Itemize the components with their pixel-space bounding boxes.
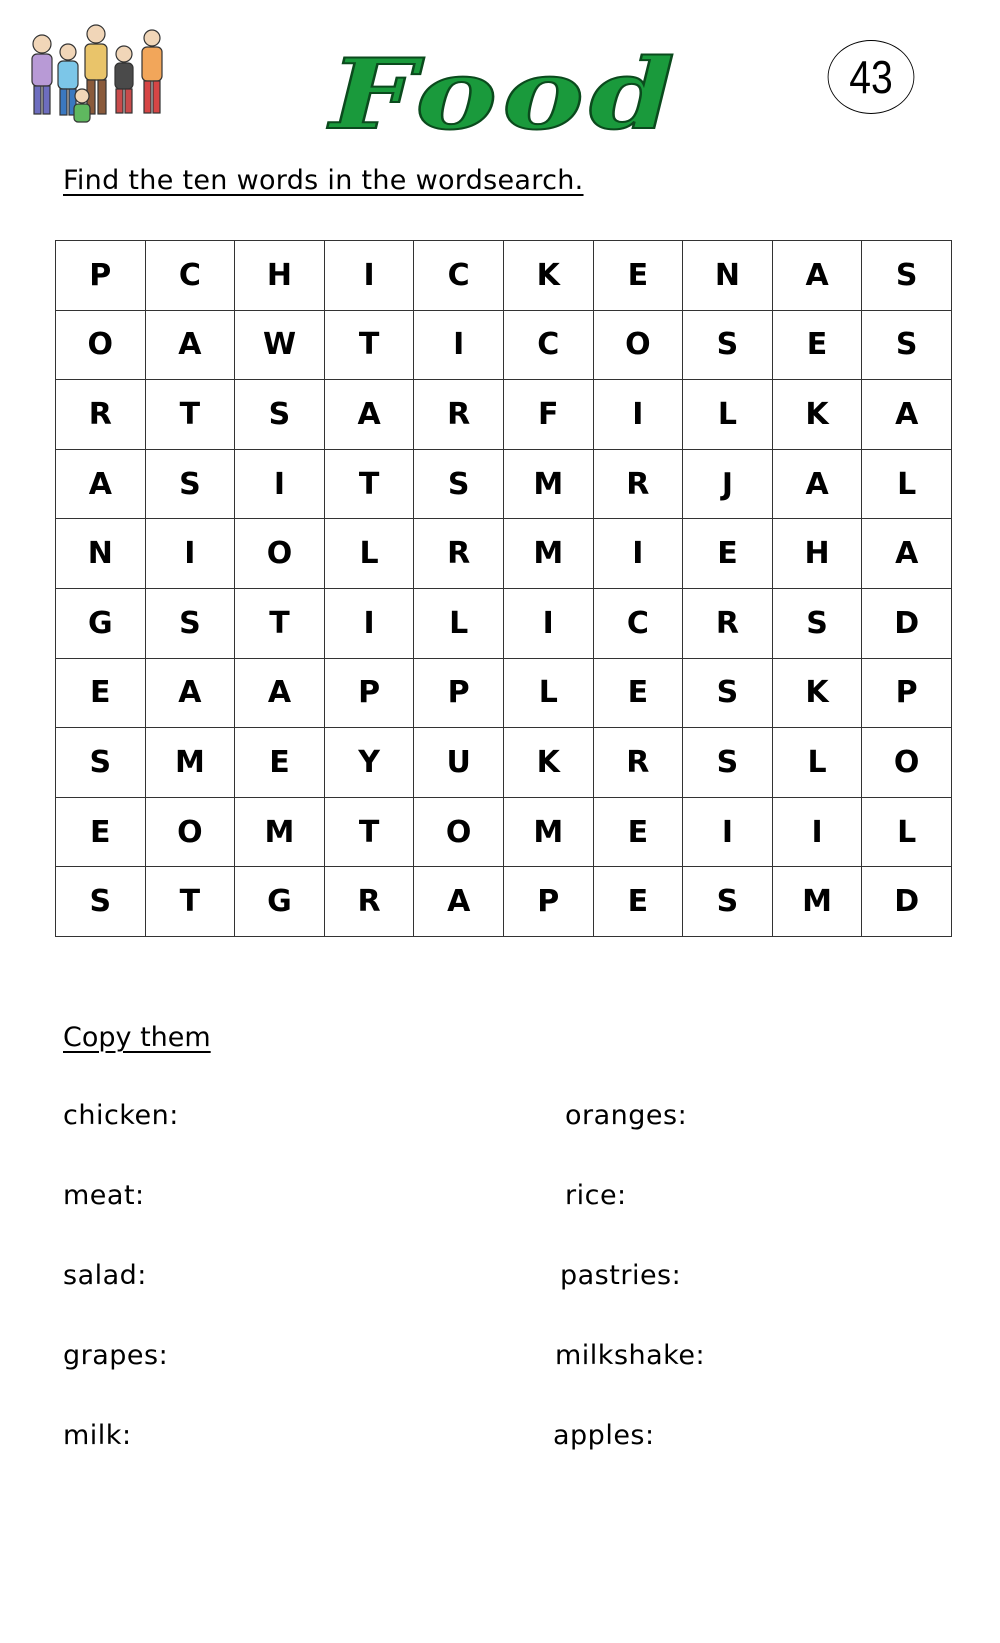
grid-cell: A <box>235 658 325 728</box>
grid-cell: S <box>772 588 862 658</box>
grid-cell: O <box>56 310 146 380</box>
grid-cell: R <box>324 867 414 937</box>
grid-cell: N <box>56 519 146 589</box>
grid-cell: I <box>145 519 235 589</box>
word-right-1: oranges: <box>565 1100 688 1131</box>
grid-cell: C <box>503 310 593 380</box>
grid-cell: I <box>772 797 862 867</box>
grid-cell: T <box>324 797 414 867</box>
grid-cell: L <box>862 449 952 519</box>
grid-cell: E <box>56 797 146 867</box>
grid-cell: E <box>56 658 146 728</box>
grid-cell: I <box>683 797 773 867</box>
grid-cell: T <box>235 588 325 658</box>
grid-cell: I <box>593 380 683 450</box>
word-left-2: meat: <box>63 1180 145 1211</box>
grid-cell: C <box>414 241 504 311</box>
grid-cell: S <box>683 728 773 798</box>
grid-cell: S <box>56 728 146 798</box>
grid-cell: D <box>862 588 952 658</box>
grid-cell: R <box>56 380 146 450</box>
grid-cell: L <box>772 728 862 798</box>
grid-cell: L <box>862 797 952 867</box>
family-illustration <box>20 14 180 134</box>
grid-cell: W <box>235 310 325 380</box>
grid-cell: M <box>145 728 235 798</box>
grid-cell: S <box>235 380 325 450</box>
grid-cell: K <box>772 658 862 728</box>
grid-cell: I <box>235 449 325 519</box>
word-left-3: salad: <box>63 1260 147 1291</box>
grid-row <box>56 380 952 450</box>
grid-cell: A <box>145 658 235 728</box>
grid-cell: M <box>503 519 593 589</box>
word-right-5: apples: <box>553 1420 655 1451</box>
grid-row <box>56 658 952 728</box>
grid-cell: I <box>503 588 593 658</box>
grid-cell: M <box>503 449 593 519</box>
grid-cell: D <box>862 867 952 937</box>
grid-cell: I <box>324 588 414 658</box>
grid-cell: E <box>683 519 773 589</box>
grid-cell: T <box>324 310 414 380</box>
grid-cell: H <box>235 241 325 311</box>
grid-cell: A <box>772 449 862 519</box>
grid-cell: E <box>235 728 325 798</box>
grid-cell: E <box>593 658 683 728</box>
word-right-2: rice: <box>565 1180 627 1211</box>
grid-cell: E <box>593 241 683 311</box>
grid-cell: I <box>414 310 504 380</box>
grid-cell: P <box>414 658 504 728</box>
grid-cell: E <box>593 867 683 937</box>
grid-row <box>56 867 952 937</box>
wordsearch-grid <box>55 240 952 937</box>
grid-cell: A <box>862 519 952 589</box>
grid-cell: K <box>503 728 593 798</box>
grid-cell: T <box>145 380 235 450</box>
grid-cell: K <box>772 380 862 450</box>
word-left-5: milk: <box>63 1420 132 1451</box>
grid-cell: P <box>56 241 146 311</box>
grid-cell: I <box>593 519 683 589</box>
grid-cell: I <box>324 241 414 311</box>
grid-cell: M <box>503 797 593 867</box>
grid-cell: S <box>683 658 773 728</box>
grid-cell: R <box>593 728 683 798</box>
grid-cell: O <box>235 519 325 589</box>
copy-heading: Copy them <box>63 1022 211 1053</box>
grid-cell: S <box>145 449 235 519</box>
grid-row <box>56 588 952 658</box>
grid-cell: H <box>772 519 862 589</box>
grid-cell: L <box>414 588 504 658</box>
grid-cell: N <box>683 241 773 311</box>
grid-cell: U <box>414 728 504 798</box>
grid-cell: A <box>56 449 146 519</box>
grid-cell: J <box>683 449 773 519</box>
grid-cell: E <box>772 310 862 380</box>
grid-cell: L <box>683 380 773 450</box>
word-left-1: chicken: <box>63 1100 179 1131</box>
grid-cell: T <box>145 867 235 937</box>
grid-cell: O <box>862 728 952 798</box>
grid-cell: G <box>235 867 325 937</box>
grid-cell: S <box>414 449 504 519</box>
grid-cell: T <box>324 449 414 519</box>
grid-cell: Y <box>324 728 414 798</box>
grid-row <box>56 797 952 867</box>
grid-cell: P <box>324 658 414 728</box>
grid-row <box>56 728 952 798</box>
title-text: Food <box>326 52 680 147</box>
title-food <box>315 52 695 147</box>
grid-row <box>56 310 952 380</box>
grid-cell: M <box>772 867 862 937</box>
grid-cell: S <box>145 588 235 658</box>
word-right-4: milkshake: <box>555 1340 706 1371</box>
grid-cell: S <box>862 241 952 311</box>
grid-cell: G <box>56 588 146 658</box>
grid-cell: R <box>593 449 683 519</box>
grid-cell: L <box>324 519 414 589</box>
grid-cell: S <box>683 310 773 380</box>
grid-cell: A <box>862 380 952 450</box>
grid-cell: F <box>503 380 593 450</box>
grid-cell: K <box>503 241 593 311</box>
grid-cell: P <box>503 867 593 937</box>
grid-cell: R <box>414 380 504 450</box>
instruction-text: Find the ten words in the wordsearch. <box>63 165 584 196</box>
grid-cell: R <box>683 588 773 658</box>
grid-cell: O <box>145 797 235 867</box>
grid-cell: P <box>862 658 952 728</box>
grid-cell: C <box>593 588 683 658</box>
grid-cell: C <box>145 241 235 311</box>
grid-cell: O <box>593 310 683 380</box>
page-number: 43 <box>828 40 915 114</box>
grid-cell: A <box>145 310 235 380</box>
grid-cell: R <box>414 519 504 589</box>
grid-cell: E <box>593 797 683 867</box>
grid-cell: L <box>503 658 593 728</box>
grid-cell: S <box>56 867 146 937</box>
grid-row <box>56 449 952 519</box>
grid-cell: A <box>772 241 862 311</box>
grid-cell: A <box>324 380 414 450</box>
grid-cell: A <box>414 867 504 937</box>
word-left-4: grapes: <box>63 1340 169 1371</box>
grid-cell: O <box>414 797 504 867</box>
grid-cell: M <box>235 797 325 867</box>
word-right-3: pastries: <box>560 1260 682 1291</box>
grid-row <box>56 519 952 589</box>
grid-cell: S <box>862 310 952 380</box>
grid-cell: S <box>683 867 773 937</box>
grid-row <box>56 241 952 311</box>
